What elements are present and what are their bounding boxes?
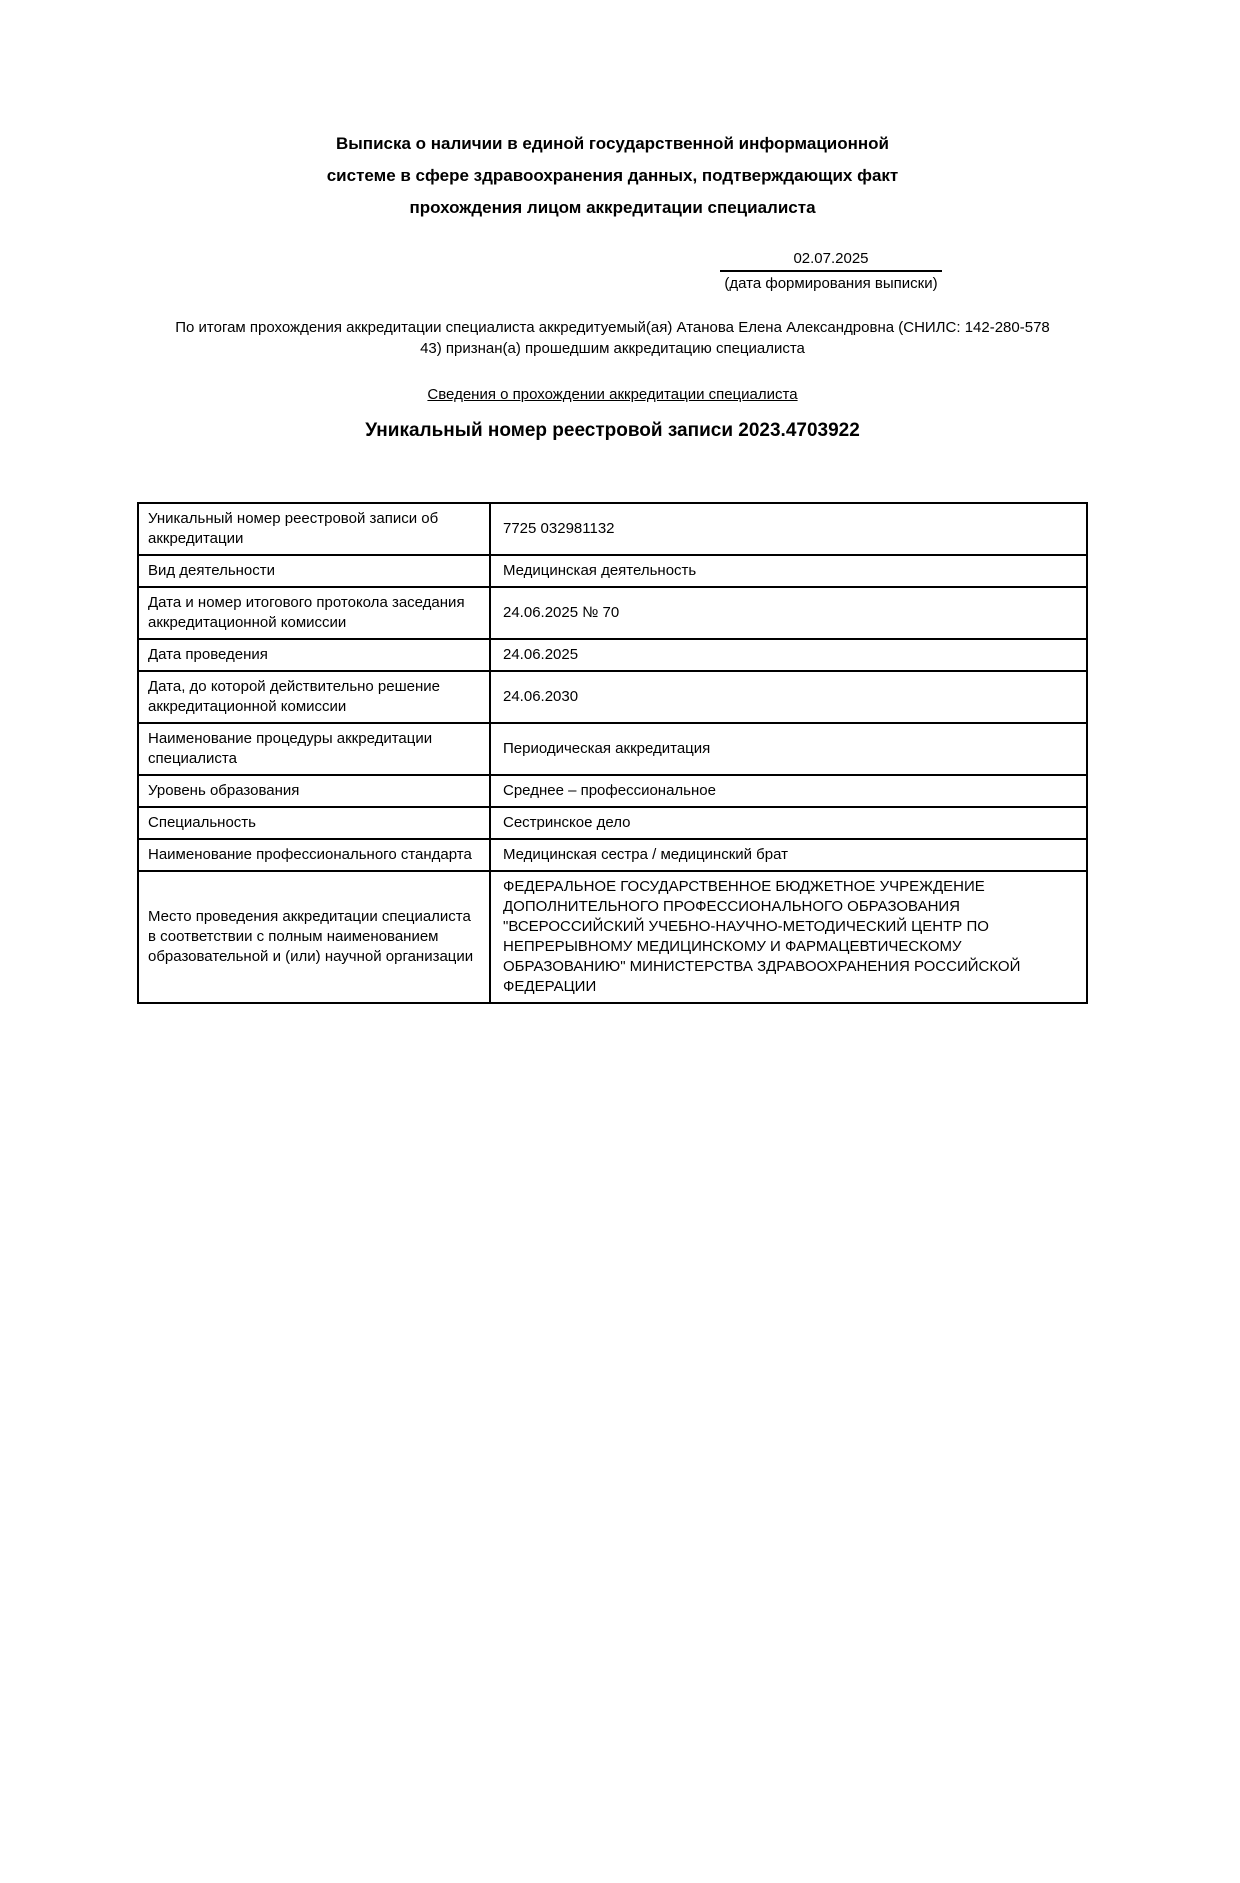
table-row	[138, 639, 1087, 671]
formation-date-caption: (дата формирования выписки)	[724, 275, 938, 292]
table-row	[138, 871, 1087, 1003]
intro-paragraph	[137, 317, 1088, 359]
document-title-line: системе в сфере здравоохранения данных, подтверждающих факт	[326, 166, 899, 185]
document-content	[137, 128, 1088, 1004]
row-label: Наименование процедуры аккредитации специалиста	[138, 723, 490, 775]
formation-date: 02.07.2025	[720, 250, 942, 272]
row-value: Периодическая аккредитация	[490, 723, 1087, 775]
table-row	[138, 807, 1087, 839]
row-value: Медицинская деятельность	[490, 555, 1087, 587]
document-title-line: прохождения лицом аккредитации специалиста	[409, 198, 816, 217]
intro-line: 43) признан(а) прошедшим аккредитацию специалиста	[420, 340, 805, 357]
row-value: ФЕДЕРАЛЬНОЕ ГОСУДАРСТВЕННОЕ БЮДЖЕТНОЕ УЧРЕЖДЕНИЕ ДОПОЛНИТЕЛЬНОГО ПРОФЕССИОНАЛЬНОГО ОБРАЗОВАНИЯ "ВСЕРОССИЙСКИЙ УЧЕБНО-НАУЧНО-МЕТОДИЧЕСКИЙ ЦЕНТР ПО НЕПРЕРЫВНОМУ МЕДИЦИНСКОМУ И ФАРМАЦЕВТИЧЕСКОМУ ОБРАЗОВАНИЮ" МИНИСТЕРСТВА ЗДРАВООХРАНЕНИЯ РОССИЙСКОЙ ФЕДЕРАЦИИ	[490, 871, 1087, 1003]
row-label: Место проведения аккредитации специалиста в соответствии с полным наименованием образовательной и (или) научной организации	[138, 871, 490, 1003]
row-label: Специальность	[138, 807, 490, 839]
row-value: Сестринское дело	[490, 807, 1087, 839]
row-label: Уникальный номер реестровой записи об аккредитации	[138, 503, 490, 555]
section-heading: Сведения о прохождении аккредитации специалиста	[427, 386, 798, 403]
accreditation-table	[137, 502, 1088, 1004]
row-label: Дата проведения	[138, 639, 490, 671]
document-title	[137, 128, 1088, 224]
row-value: 24.06.2030	[490, 671, 1087, 723]
accreditation-table-body	[138, 503, 1087, 1003]
formation-date-block	[720, 250, 942, 293]
row-value: 7725 032981132	[490, 503, 1087, 555]
table-row	[138, 775, 1087, 807]
formation-date-row	[137, 250, 1088, 293]
table-row	[138, 503, 1087, 555]
row-label: Дата и номер итогового протокола заседания аккредитационной комиссии	[138, 587, 490, 639]
record-number-heading: Уникальный номер реестровой записи 2023.4703922	[365, 420, 860, 441]
document-title-line: Выписка о наличии в единой государственной информационной	[336, 134, 889, 153]
table-row	[138, 555, 1087, 587]
row-label: Уровень образования	[138, 775, 490, 807]
document-page	[0, 128, 1240, 1883]
row-label: Дата, до которой действительно решение аккредитационной комиссии	[138, 671, 490, 723]
row-value: 24.06.2025 № 70	[490, 587, 1087, 639]
row-value: 24.06.2025	[490, 639, 1087, 671]
table-row	[138, 723, 1087, 775]
intro-line: По итогам прохождения аккредитации специалиста аккредитуемый(ая) Атанова Елена Александровна (СНИЛС: 142-280-578	[175, 319, 1050, 336]
row-label: Вид деятельности	[138, 555, 490, 587]
row-value: Среднее – профессиональное	[490, 775, 1087, 807]
table-row	[138, 671, 1087, 723]
row-value: Медицинская сестра / медицинский брат	[490, 839, 1087, 871]
table-row	[138, 587, 1087, 639]
row-label: Наименование профессионального стандарта	[138, 839, 490, 871]
table-row	[138, 839, 1087, 871]
